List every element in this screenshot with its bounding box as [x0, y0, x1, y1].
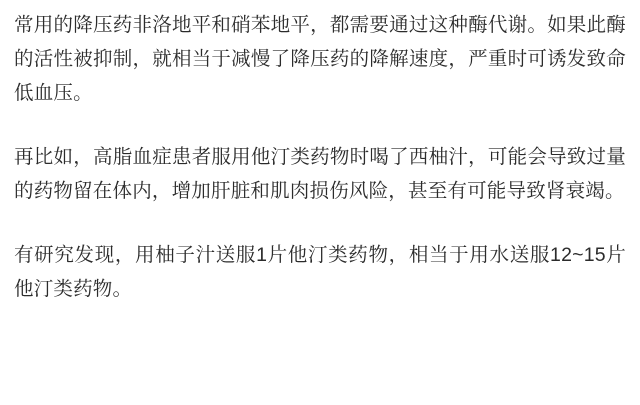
- paragraph: 有研究发现，用柚子汁送服1片他汀类药物，相当于用水送服12~15片他汀类药物。: [14, 244, 626, 300]
- paragraph: 再比如，高脂血症患者服用他汀类药物时喝了西柚汁，可能会导致过量的药物留在体内，增加肝脏和肌肉损伤风险，甚至有可能导致肾衰竭。: [14, 146, 626, 202]
- paragraph: 常用的降压药非洛地平和硝苯地平，都需要通过这种酶代谢。如果此酶的活性被抑制，就相当于减慢了降压药的降解速度，严重时可诱发致命低血压。: [14, 14, 626, 104]
